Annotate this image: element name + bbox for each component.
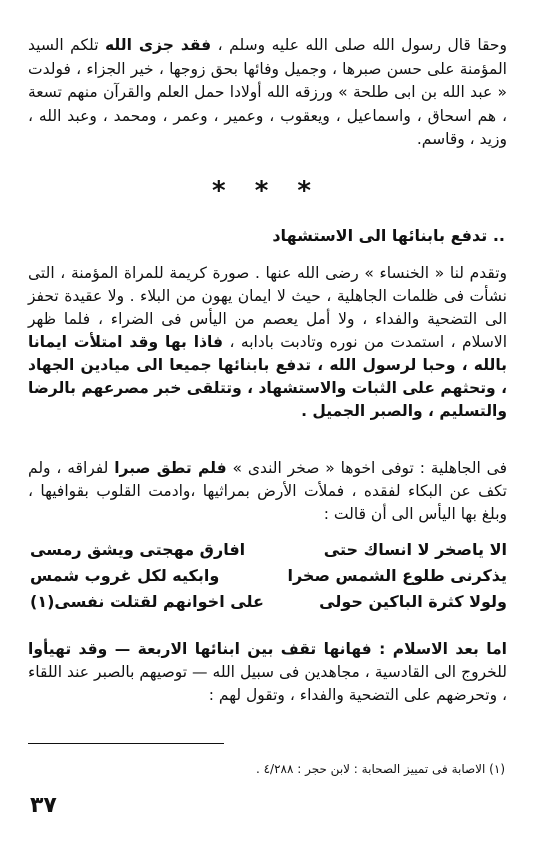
poem-hemistich-second: افارق مهجتى ويشق رمسى [30,540,246,559]
page-number: ٣٧ [30,793,57,818]
paragraph-text: فى الجاهلية : توفى اخوها « صخر الندى » [232,459,507,477]
paragraph-text: للخروج الى القادسية ، مجاهدين فى سبيل الله — توصيهم بالصبر عند اللقاء ، وتحرضهم على التضحية والفداء ، وتقول لهم : [28,663,507,704]
poem [30,540,507,618]
footnote: (١) الاصابة فى تمييز الصحابة : لابن حجر : ٤/٢٨٨ . [255,762,505,776]
paragraph-khansa [28,262,507,423]
paragraph-emphasis: اما بعد الاسلام : فهانها تقف بين ابنائها الاربعة — وقد تهيأوا [28,640,507,658]
section-heading: تدفع بابنائها الى الاستشهاد .. [272,226,505,245]
footnote-divider [28,743,224,744]
poem-verse [30,540,507,566]
poem-hemistich-second: وابكيه لكل غروب شمس [30,566,220,585]
paragraph-jahiliyya [28,457,507,526]
paragraph-text: وتقدم لنا « الخنساء » رضى الله عنها . صورة كريمة للمراة المؤمنة ، التى نشأت فى ظلمات الجاهلية ، حيث لا ايمان يهون من البلاء . ولا عقيدة تحفز الى التضحية والفداء ، ولا أمل يعصم من اليأس فى الضراء ، فلما ظهر الاسلام ، استمدت من نوره وتادبت بادابه ، [28,264,507,351]
poem-verse [30,566,507,592]
paragraph-emphasis: فاذا بها وقد امتلأت ايمانا بالله ، وحبا لرسول الله ، تدفع بابنائها جميعا الى ميادين الجهاد ، وتحثهم على الثبات والاستشهاد ، وتتلقى خبر مصرعهم بالرضا والتسليم ، والصبر الجميل . [28,333,507,420]
poem-hemistich-second: على اخوانهم لقتلت نفسى(١) [30,592,264,611]
paragraph-after-islam [28,638,507,707]
section-separator: * * * [212,176,321,206]
poem-hemistich-first: الا ياصخر لا انساك حتى [323,540,507,559]
paragraph-text: تلكم السيد المؤمنة على حسن صبرها ، وجميل وفائها بحق زوجها ، خير الجزاء ، فولدت « عبد الله بن ابى طلحة » ورزقه الله أولادا حمل العلم والقرآن منهم تسعة ، هم اسحاق ، واسماعيل ، ويعقوب ، وعمير ، وعمر ، ومحمد ، وعبد الله ، وزيد ، وقاسم. [28,36,507,148]
paragraph-emphasis: فقد جزى الله [105,36,212,54]
paragraph-umm-sulaym [28,34,507,152]
poem-verse [30,592,507,618]
paragraph-emphasis: فلم تطق صبرا [114,459,227,477]
paragraph-text: وحقا قال رسول الله صلى الله عليه وسلم ، [217,36,507,54]
paragraph-text: لفراقه ، ولم تكف عن البكاء لفقده ، فملأت الأرض بمراثيها ،وادمت القلوب بقوافيها ، وبلغ بها اليأس الى أن قالت : [28,459,507,523]
poem-hemistich-first: يذكرنى طلوع الشمس صخرا [287,566,507,585]
poem-hemistich-first: ولولا كثرة الباكين حولى [319,592,507,611]
